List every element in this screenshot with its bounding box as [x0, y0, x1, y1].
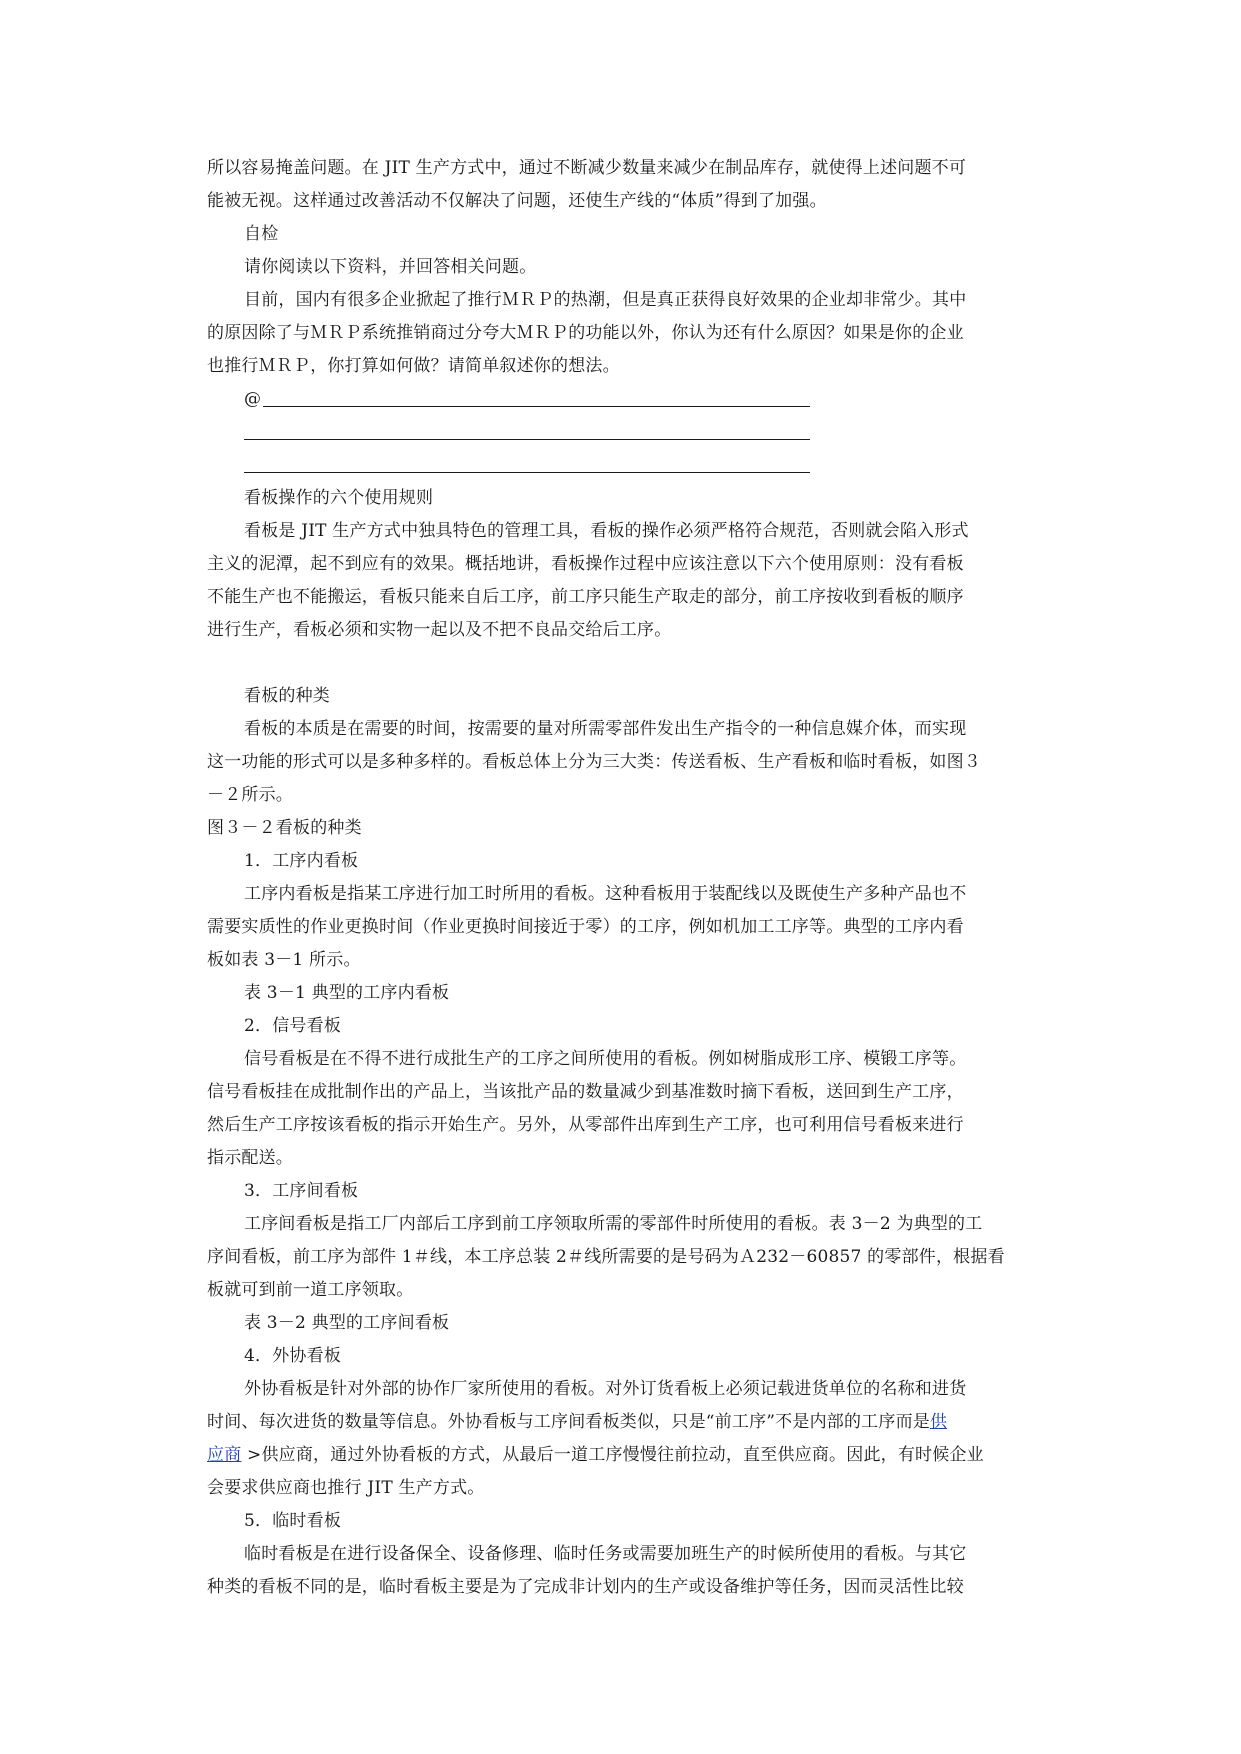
- paragraph-line: 需要实质性的作业更换时间（作业更换时间接近于零）的工序，例如机加工工序等。典型的工序内看: [207, 917, 964, 937]
- line-text: 时间、每次进货的数量等信息。外协看板与工序间看板类似，只是“前工序”不是内部的工序而是: [207, 1412, 930, 1432]
- paragraph-line: 工序内看板是指某工序进行加工时所用的看板。这种看板用于装配线以及既使生产多种产品也不: [244, 884, 967, 904]
- paragraph-line: 板就可到前一道工序领取。: [207, 1280, 414, 1300]
- paragraph-line: [207, 1439, 1047, 1472]
- table-caption: 表 3－1 典型的工序内看板: [244, 983, 450, 1003]
- paragraph-line: 然后生产工序按该看板的指示开始生产。另外，从零部件出库到生产工序，也可利用信号看板来进行: [207, 1115, 964, 1135]
- underline-rule: [244, 406, 810, 407]
- paragraph-line: 会要求供应商也推行 JIT 生产方式。: [207, 1478, 485, 1498]
- subsection-heading: 5．临时看板: [244, 1511, 342, 1531]
- paragraph-line: 工序间看板是指工厂内部后工序到前工序领取所需的零部件时所使用的看板。表 3－2 为典型的工: [244, 1214, 983, 1234]
- paragraph-line: 看板是 JIT 生产方式中独具特色的管理工具，看板的操作必须严格符合规范，否则就会陷入形式: [244, 521, 969, 541]
- paragraph-line: 板如表 3－1 所示。: [207, 950, 361, 970]
- paragraph-line: 的原因除了与ＭＲＰ系统推销商过分夸大ＭＲＰ的功能以外，你认为还有什么原因？如果是你的企业: [207, 323, 964, 343]
- paragraph-line: 进行生产，看板必须和实物一起以及不把不良品交给后工序。: [207, 620, 672, 640]
- paragraph-line: －２所示。: [207, 785, 293, 805]
- paragraph-line: 指示配送。: [207, 1148, 293, 1168]
- paragraph-line: 能被无视。这样通过改善活动不仅解决了问题，还使生产线的“体质”得到了加强。: [207, 191, 827, 211]
- subsection-heading: 2．信号看板: [244, 1016, 342, 1036]
- section-heading-kanban-types: 看板的种类: [244, 686, 330, 706]
- underline-rule: [244, 472, 810, 473]
- document-page: [207, 152, 1047, 1604]
- paragraph-line: 请你阅读以下资料，并回答相关问题。: [244, 257, 537, 277]
- subsection-heading: 4．外协看板: [244, 1346, 342, 1366]
- paragraph-line: 信号看板是在不得不进行成批生产的工序之间所使用的看板。例如树脂成形工序、模锻工序等。: [244, 1049, 967, 1069]
- supplier-link[interactable]: 应商: [207, 1445, 242, 1465]
- paragraph-line: 序间看板，前工序为部件 1＃线，本工序总装 2＃线所需要的是号码为Ａ232－60857 的零部件，根据看: [207, 1247, 1005, 1267]
- answer-blank-line[interactable]: [207, 383, 1047, 416]
- answer-marker: @: [244, 389, 261, 409]
- supplier-link[interactable]: 供: [929, 1412, 948, 1432]
- paragraph-line: 也推行ＭＲＰ，你打算如何做？请简单叙述你的想法。: [207, 356, 620, 376]
- paragraph-line: 临时看板是在进行设备保全、设备修理、临时任务或需要加班生产的时候所使用的看板。与其它: [244, 1544, 967, 1564]
- table-caption: 表 3－2 典型的工序间看板: [244, 1313, 450, 1333]
- paragraph-line: 种类的看板不同的是，临时看板主要是为了完成非计划内的生产或设备维护等任务，因而灵活性比较: [207, 1577, 964, 1597]
- underline-rule: [244, 439, 810, 440]
- spacer: [207, 647, 1047, 680]
- paragraph-line: 主义的泥潭，起不到应有的效果。概括地讲，看板操作过程中应该注意以下六个使用原则：没有看板: [207, 554, 964, 574]
- paragraph-line: 这一功能的形式可以是多种多样的。看板总体上分为三大类：传送看板、生产看板和临时看板，如图３: [207, 752, 981, 772]
- paragraph-line: 看板的本质是在需要的时间，按需要的量对所需零部件发出生产指令的一种信息媒介体，而实现: [244, 719, 967, 739]
- paragraph-line: 目前，国内有很多企业掀起了推行ＭＲＰ的热潮，但是真正获得良好效果的企业却非常少。其中: [244, 290, 967, 310]
- section-heading-self-check: 自检: [244, 224, 279, 244]
- figure-caption: 图３－２看板的种类: [207, 818, 362, 838]
- paragraph-line: 所以容易掩盖问题。在 JIT 生产方式中，通过不断减少数量来减少在制品库存，就使得上述问题不可: [207, 158, 967, 178]
- subsection-heading: 1．工序内看板: [244, 851, 359, 871]
- paragraph-line: 信号看板挂在成批制作出的产品上，当该批产品的数量减少到基准数时摘下看板，送回到生产工序，: [207, 1082, 964, 1102]
- answer-blank-line[interactable]: [207, 416, 1047, 449]
- subsection-heading: 3．工序间看板: [244, 1181, 359, 1201]
- answer-blank-line[interactable]: [207, 449, 1047, 482]
- paragraph-line: 不能生产也不能搬运，看板只能来自后工序，前工序只能生产取走的部分，前工序按收到看板的顺序: [207, 587, 964, 607]
- paragraph-line: 外协看板是针对外部的协作厂家所使用的看板。对外订货看板上必须记载进货单位的名称和进货: [244, 1379, 967, 1399]
- line-text: >供应商，通过外协看板的方式，从最后一道工序慢慢往前拉动，直至供应商。因此，有时候企业: [241, 1445, 984, 1465]
- paragraph-line: [207, 1406, 1047, 1439]
- section-heading-kanban-rules: 看板操作的六个使用规则: [244, 488, 434, 508]
